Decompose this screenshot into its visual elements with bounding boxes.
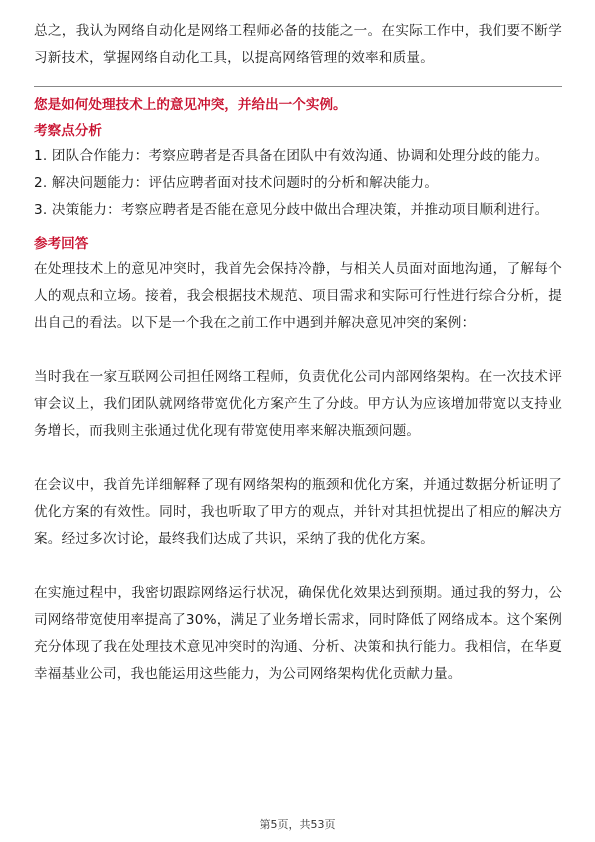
answer-paragraph: 在实施过程中，我密切跟踪网络运行状况，确保优化效果达到预期。通过我的努力，公司网络带宽使用率提高了30%，满足了业务增长需求，同时降低了网络成本。这个案例充分体现了我在处理技术意见冲突时的沟通、分析、决策和执行能力。我相信，在华夏幸福基业公司，我也能运用这些能力，为公司网络架构优化贡献力量。 [34,585,562,682]
analysis-heading: 考察点分析 [34,123,102,139]
analysis-point: 2. 解决问题能力：评估应聘者面对技术问题时的分析和解决能力。 [34,175,439,191]
intro-paragraph: 总之，我认为网络自动化是网络工程师必备的技能之一。在实际工作中，我们要不断学习新技术，掌握网络自动化工具，以提高网络管理的效率和质量。 [34,23,562,66]
paragraph-gap [34,337,562,364]
page-content [34,18,562,688]
paragraph-gap [34,445,562,472]
question-title: 您是如何处理技术上的意见冲突，并给出一个实例。 [34,97,347,113]
answer-heading: 参考回答 [34,236,89,252]
answer-paragraph: 当时我在一家互联网公司担任网络工程师，负责优化公司内部网络架构。在一次技术评审会议上，我们团队就网络带宽优化方案产生了分歧。甲方认为应该增加带宽以支持业务增长，而我则主张通过优化现有带宽使用率来解决瓶颈问题。 [34,369,562,439]
analysis-point: 3. 决策能力：考察应聘者是否能在意见分歧中做出合理决策，并推动项目顺利进行。 [34,202,549,218]
answer-paragraph: 在处理技术上的意见冲突时，我首先会保持冷静，与相关人员面对面地沟通，了解每个人的观点和立场。接着，我会根据技术规范、项目需求和实际可行性进行综合分析，提出自己的看法。以下是一个我在之前工作中遇到并解决意见冲突的案例： [34,261,562,331]
page-number-footer: 第5页，共53页 [259,818,336,831]
analysis-point: 1. 团队合作能力：考察应聘者是否具备在团队中有效沟通、协调和处理分歧的能力。 [34,148,549,164]
answer-paragraph: 在会议中，我首先详细解释了现有网络架构的瓶颈和优化方案，并通过数据分析证明了优化方案的有效性。同时，我也听取了甲方的观点，并针对其担忧提出了相应的解决方案。经过多次讨论，最终我们达成了共识，采纳了我的优化方案。 [34,477,562,547]
section-divider [34,86,562,87]
analysis-points-list [34,143,562,224]
paragraph-gap [34,553,562,580]
